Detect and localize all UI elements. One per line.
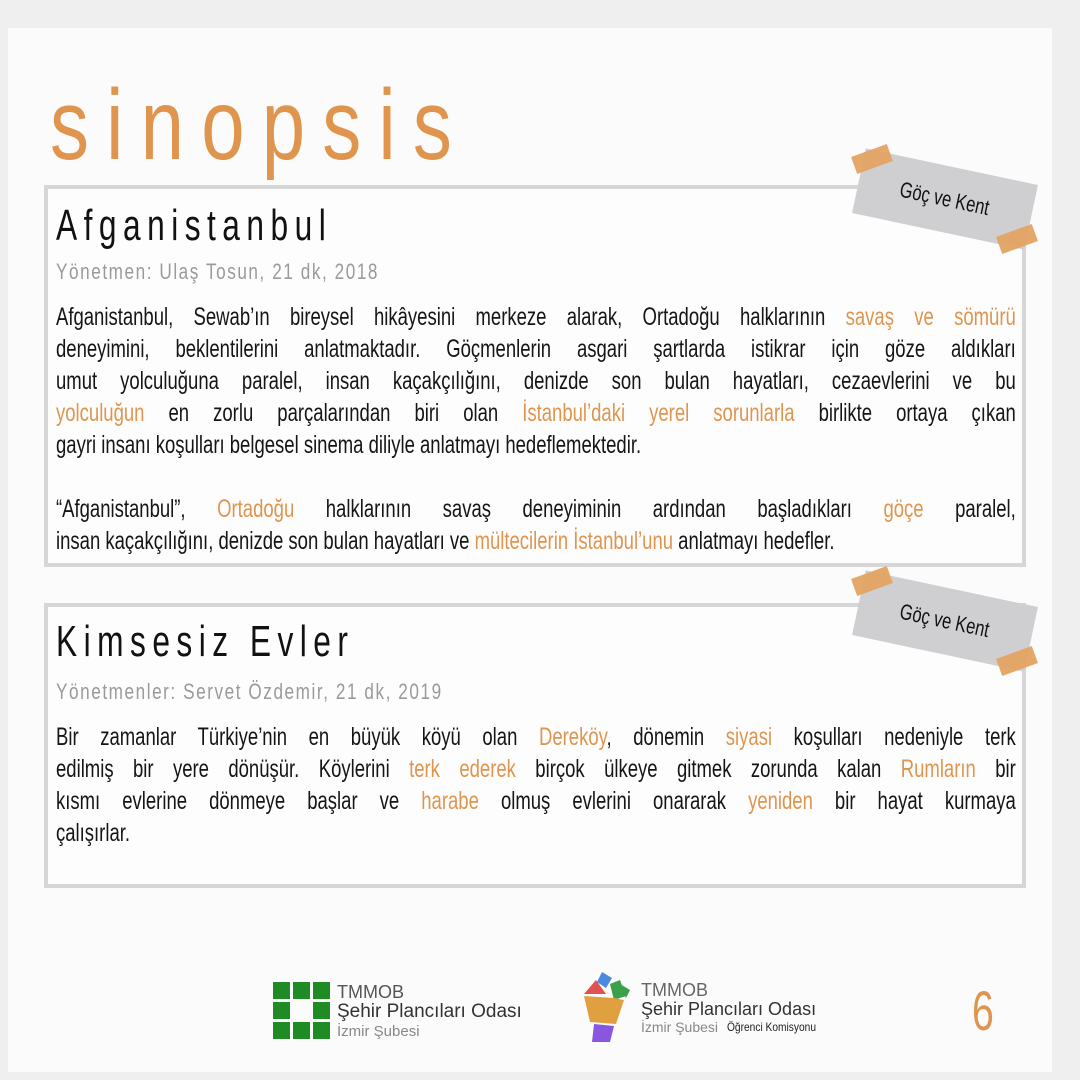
- text-segment: paralel,: [923, 495, 1016, 523]
- text-segment: deneyimini, beklentilerini anlatmaktadır. Göçmenlerin asgari şartlarda istikrar için göze aldıkları: [56, 335, 1016, 363]
- synopsis-line: [56, 397, 1016, 429]
- film-director: Yönetmen: Ulaş Tosun, 21 dk, 2018: [56, 259, 380, 284]
- text-segment: birçok ülkeye gitmek zorunda kalan: [515, 755, 901, 783]
- fist-logo-icon: [580, 970, 634, 1044]
- text-segment: çalışırlar.: [56, 819, 131, 847]
- highlighted-text: yolculuğun: [56, 399, 145, 427]
- text-segment: anlatmayı hedefler.: [673, 527, 835, 555]
- page-title: sinopsis: [50, 69, 470, 181]
- text-segment: Afganistanbul, Sewab’ın bireysel hikâyesini merkeze alarak, Ortadoğu halklarının: [56, 303, 846, 331]
- spo-logo-icon: [273, 982, 330, 1039]
- synopsis-line: [56, 365, 1016, 397]
- text-segment: edilmiş bir yere dönüşür. Köylerini: [56, 755, 410, 783]
- text-segment: “Afganistanbul”,: [56, 495, 218, 523]
- synopsis-line: [56, 785, 1016, 817]
- text-segment: olmuş evlerini onararak: [478, 787, 749, 815]
- highlighted-text: yeniden: [748, 787, 813, 815]
- synopsis-line: [56, 525, 1016, 557]
- logo2-unit: Öğrenci Komisyonu: [727, 1020, 817, 1034]
- highlighted-text: Ortadoğu: [217, 495, 295, 523]
- film-title: Kimsesiz Evler: [56, 617, 355, 666]
- highlighted-text: siyasi: [725, 723, 773, 751]
- film-director: Yönetmenler: Servet Özdemir, 21 dk, 2019: [56, 679, 443, 704]
- highlighted-text: İstanbul’daki yerel sorunlarla: [522, 399, 795, 427]
- highlighted-text: Dereköy: [538, 723, 607, 751]
- text-segment: , dönemin: [606, 723, 726, 751]
- page-number: 6: [972, 979, 994, 1042]
- film-card-kimsesiz-evler: [44, 603, 1026, 888]
- film-title: Afganistanbul: [56, 201, 333, 250]
- film-card-afganistanbul: [44, 185, 1026, 567]
- highlighted-text: Rumların: [900, 755, 976, 783]
- synopsis-line: [56, 817, 1016, 849]
- category-tag-label: Göç ve Kent: [898, 598, 993, 643]
- text-segment: gayri insanı koşulları belgesel sinema diliyle anlatmayı hedeflemektedir.: [56, 431, 642, 459]
- synopsis-line: [56, 333, 1016, 365]
- highlighted-text: mültecilerin İstanbul’unu: [474, 527, 674, 555]
- synopsis-line: [56, 493, 1016, 525]
- logo1-branch: İzmir Şubesi: [337, 1023, 420, 1040]
- category-tag-label: Göç ve Kent: [898, 176, 993, 221]
- text-segment: umut yolculuğuna paralel, insan kaçakçılığını, denizde son bulan hayatları, cezaevlerini ve bu: [56, 367, 1016, 395]
- text-segment: bir hayat kurmaya: [812, 787, 1016, 815]
- text-segment: halklarının savaş deneyiminin ardından başladıkları: [294, 495, 884, 523]
- logo1-name: Şehir Plancıları Odası: [337, 1001, 522, 1022]
- text-segment: bir: [975, 755, 1016, 783]
- logo2-org: TMMOB: [641, 980, 708, 1000]
- highlighted-text: terk ederek: [409, 755, 516, 783]
- synopsis-line: [56, 753, 1016, 785]
- highlighted-text: savaş ve sömürü: [845, 303, 1016, 331]
- logo2-branch: İzmir Şubesi: [641, 1019, 719, 1035]
- film-synopsis: [56, 301, 1016, 557]
- highlighted-text: göçe: [883, 495, 924, 523]
- text-segment: Bir zamanlar Türkiye’nin en büyük köyü olan: [56, 723, 539, 751]
- synopsis-line: [56, 721, 1016, 753]
- film-synopsis: [56, 721, 1016, 849]
- text-segment: koşulları nedeniyle terk: [772, 723, 1016, 751]
- text-segment: insan kaçakçılığını, denizde son bulan hayatları ve: [56, 527, 475, 555]
- text-segment: birlikte ortaya çıkan: [794, 399, 1016, 427]
- synopsis-line: [56, 429, 1016, 461]
- synopsis-line: [56, 301, 1016, 333]
- paragraph-gap: [56, 461, 1016, 493]
- logo2-name: Şehir Plancıları Odası: [641, 999, 817, 1019]
- text-segment: kısmı evlerine dönmeye başlar ve: [56, 787, 422, 815]
- highlighted-text: harabe: [421, 787, 479, 815]
- logo1-org: TMMOB: [337, 982, 404, 1002]
- text-segment: en zorlu parçalarından biri olan: [144, 399, 523, 427]
